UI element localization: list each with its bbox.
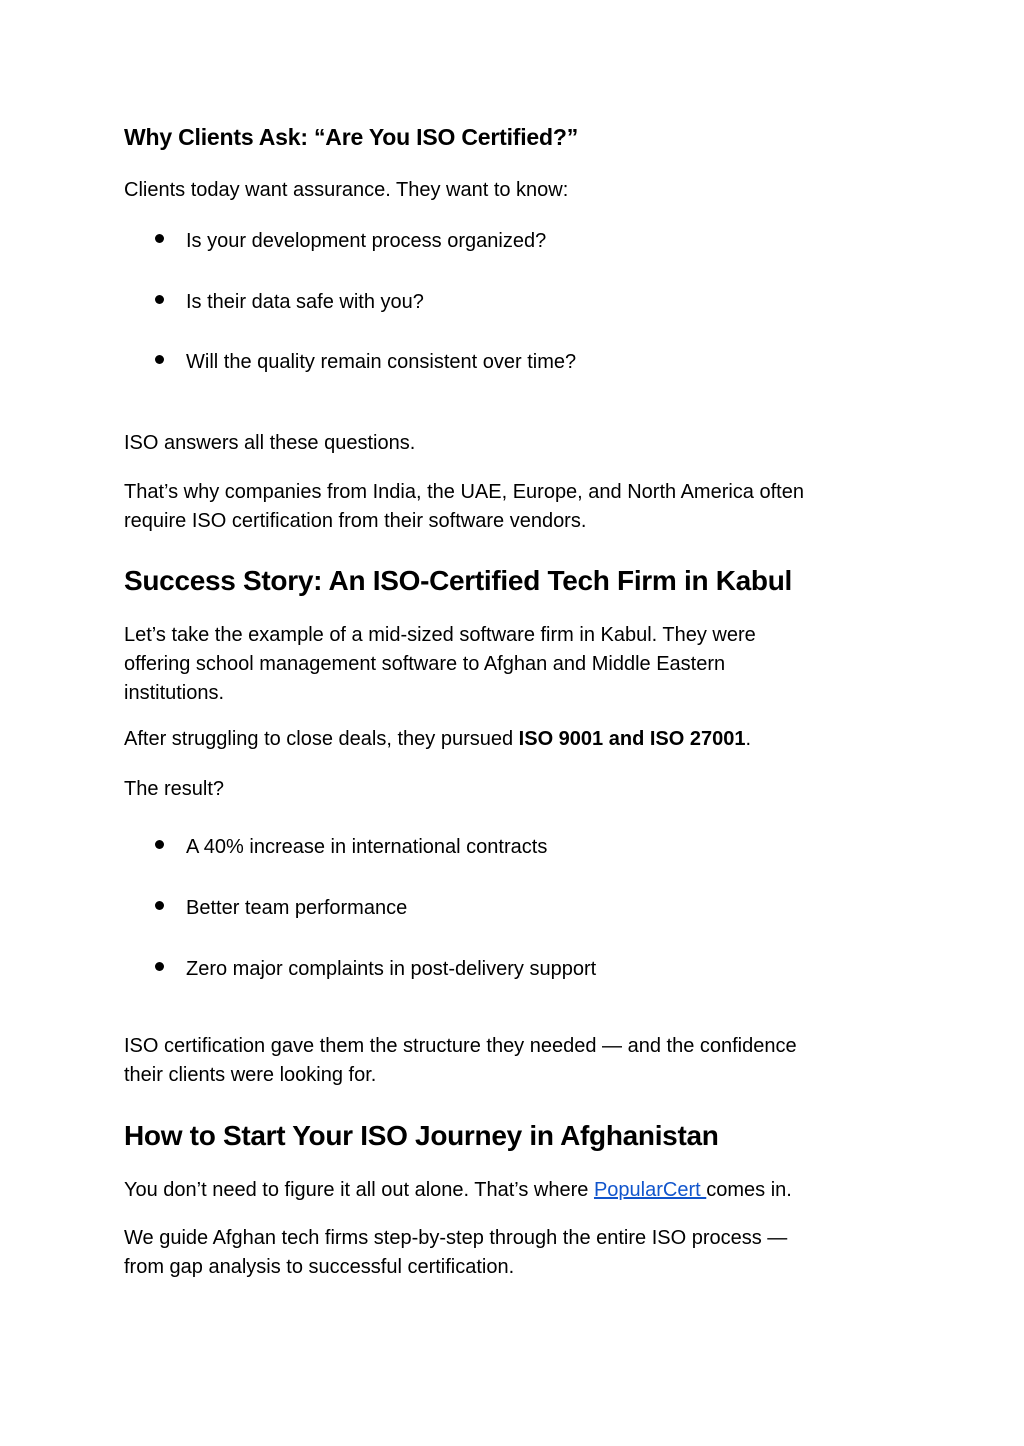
bullet-icon <box>155 962 164 971</box>
bullet-icon <box>155 234 164 243</box>
bullet-icon <box>155 355 164 364</box>
bullet-icon <box>155 901 164 910</box>
paragraph-clients-assurance: Clients today want assurance. They want to know: <box>124 179 569 201</box>
heading-why-clients-ask: Why Clients Ask: “Are You ISO Certified?” <box>124 124 579 150</box>
popularcert-prefix: You don’t need to figure it all out alone. That’s where <box>124 1179 594 1201</box>
list-item-text: Is their data safe with you? <box>186 291 424 313</box>
list-item-text: Zero major complaints in post-delivery support <box>186 958 597 980</box>
list-item-text: Better team performance <box>186 897 408 919</box>
paragraph-companies-line2: require ISO certification from their software vendors. <box>124 510 587 532</box>
paragraph-guide-line2: from gap analysis to successful certification. <box>124 1256 515 1278</box>
bullet-icon <box>155 295 164 304</box>
paragraph-example-line1: Let’s take the example of a mid-sized software firm in Kabul. They were <box>124 624 756 646</box>
popularcert-suffix: comes in. <box>706 1179 792 1201</box>
pursued-period: . <box>745 728 752 750</box>
heading-start-iso-journey: How to Start Your ISO Journey in Afghanistan <box>124 1120 719 1151</box>
paragraph-structure-line2: their clients were looking for. <box>124 1064 377 1086</box>
list-item-text: Will the quality remain consistent over time? <box>186 351 577 373</box>
heading-success-story: Success Story: An ISO-Certified Tech Firm in Kabul <box>124 565 793 596</box>
paragraph-example-line3: institutions. <box>124 682 225 704</box>
paragraph-the-result: The result? <box>124 778 225 800</box>
paragraph-iso-answers: ISO answers all these questions. <box>124 432 416 454</box>
paragraph-guide-line1: We guide Afghan tech firms step-by-step through the entire ISO process — <box>124 1227 788 1249</box>
iso-standards-bold: ISO 9001 and ISO 27001 <box>518 728 746 750</box>
bullet-icon <box>155 840 164 849</box>
list-item-text: Is your development process organized? <box>186 230 547 252</box>
list-item-text: A 40% increase in international contracts <box>186 836 548 858</box>
paragraph-popularcert <box>124 1176 792 1206</box>
paragraph-pursued-iso <box>124 725 751 755</box>
paragraph-structure-line1: ISO certification gave them the structure they needed — and the confidence <box>124 1035 797 1057</box>
pursued-text: After struggling to close deals, they pursued <box>124 728 519 750</box>
paragraph-example-line2: offering school management software to Afghan and Middle Eastern <box>124 653 726 675</box>
popularcert-link[interactable]: PopularCert <box>593 1179 707 1201</box>
paragraph-companies-line1: That’s why companies from India, the UAE, Europe, and North America often <box>124 481 804 503</box>
